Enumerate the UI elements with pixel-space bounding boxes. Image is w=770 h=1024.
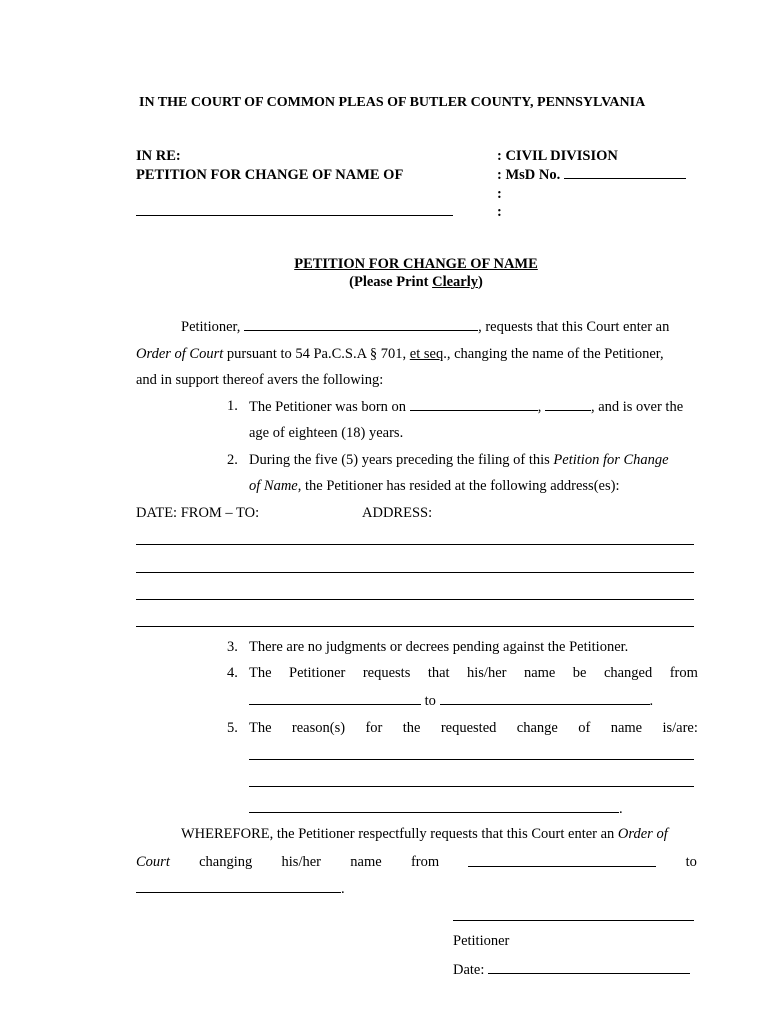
caption-colon-2: : — [497, 204, 502, 220]
msd-number-field[interactable] — [564, 168, 686, 179]
item5-number: 5. — [227, 720, 238, 736]
item4-word: that — [427, 665, 450, 681]
subheading-close: ) — [478, 274, 483, 290]
address-line-1[interactable] — [136, 544, 694, 545]
item4-word: be — [572, 665, 587, 681]
item4-to: to — [424, 693, 436, 709]
item2-line-2 — [249, 478, 619, 495]
intro-pursuant: pursuant to 54 Pa.C.S.A § 701, — [223, 346, 410, 362]
item5-word: the — [402, 720, 421, 736]
wherefore-line-2 — [136, 854, 697, 871]
item1-number: 1. — [227, 398, 238, 414]
wherefore-to: to — [685, 854, 697, 870]
intro-requests: , requests that this Court enter an — [478, 319, 670, 335]
item4-word: requests — [362, 665, 411, 681]
wherefore-to-name-field[interactable] — [136, 880, 341, 893]
item2-number: 2. — [227, 452, 238, 468]
item1-born-on: The Petitioner was born on — [249, 399, 407, 415]
petitioner-name-caption-line[interactable] — [136, 215, 453, 216]
wherefore-order-of: Order of — [617, 826, 668, 842]
item5-word: for — [365, 720, 383, 736]
item4-word: Petitioner — [289, 665, 346, 681]
item5-period: . — [619, 801, 623, 817]
birth-date-field[interactable] — [410, 398, 538, 411]
item5-line-1 — [249, 720, 698, 737]
petitioner-name-field[interactable] — [244, 318, 478, 331]
item2-line-1 — [249, 452, 669, 469]
item5-word: of — [578, 720, 591, 736]
signature-date-label: Date: — [453, 962, 485, 978]
new-name-field[interactable] — [440, 692, 650, 705]
item1-over-the: , and is over the — [590, 399, 684, 415]
signature-date-field[interactable] — [488, 961, 690, 974]
item2-of-name-italic: of Name — [249, 478, 298, 494]
signature-date-row — [453, 961, 690, 979]
wherefore-word: name — [350, 854, 382, 870]
item2-text-b: , the Petitioner has resided at the following address(es): — [297, 478, 620, 494]
item2-text-a: During the five (5) years preceding the filing of this — [249, 452, 554, 468]
caption-msd-label: : MsD No. — [497, 167, 561, 183]
subheading-clearly: Clearly — [432, 274, 478, 290]
caption-colon-1: : — [497, 186, 502, 202]
intro-line-2 — [136, 346, 664, 363]
reason-line-3[interactable] — [249, 800, 619, 813]
caption-civil-division: : CIVIL DIVISION — [497, 148, 618, 164]
caption-in-re: IN RE: — [136, 148, 181, 164]
intro-et-seq: et seq — [409, 346, 444, 362]
address-line-3[interactable] — [136, 599, 694, 600]
petition-heading — [0, 256, 770, 273]
item3-text: There are no judgments or decrees pending against the Petitioner. — [249, 639, 629, 655]
petitioner-signature-line[interactable] — [453, 920, 694, 921]
address-label: ADDRESS: — [362, 505, 433, 521]
item4-period: . — [649, 693, 654, 709]
caption-petition-of: PETITION FOR CHANGE OF NAME OF — [136, 167, 404, 183]
wherefore-word: his/her — [281, 854, 321, 870]
date-from-to-label: DATE: FROM – TO: — [136, 505, 260, 521]
intro-line-1 — [181, 318, 697, 336]
wherefore-line-1 — [181, 826, 668, 843]
intro-changing: ., changing the name of the Petitioner, — [443, 346, 664, 362]
item1-line-1 — [249, 398, 683, 416]
item2-petition-italic: Petition for Change — [553, 452, 669, 468]
item1-comma: , — [537, 399, 542, 415]
item1-age: age of eighteen (18) years. — [249, 425, 404, 441]
item4-line-2 — [249, 692, 653, 710]
item4-line-1 — [249, 665, 698, 682]
reason-line-3-row — [249, 800, 623, 818]
wherefore-text: WHEREFORE, the Petitioner respectfully requests that this Court enter an — [181, 826, 618, 842]
wherefore-word: from — [410, 854, 440, 870]
wherefore-from-name-field[interactable] — [468, 854, 656, 867]
intro-avers: and in support thereof avers the following: — [136, 372, 384, 388]
item5-word: reason(s) — [291, 720, 346, 736]
item4-word: his/her — [467, 665, 507, 681]
item4-word: The — [249, 665, 272, 681]
item5-word: requested — [440, 720, 497, 736]
reason-line-1[interactable] — [249, 759, 694, 760]
item5-word: is/are: — [662, 720, 698, 736]
wherefore-word: changing — [199, 854, 253, 870]
item5-word: name — [610, 720, 643, 736]
item4-number: 4. — [227, 665, 238, 681]
item5-word: change — [516, 720, 558, 736]
subheading-open: (Please Print — [349, 274, 433, 290]
wherefore-court: Court — [136, 854, 170, 870]
item4-word: changed — [603, 665, 653, 681]
current-name-field[interactable] — [249, 692, 421, 705]
petition-title: PETITION FOR CHANGE OF NAME — [294, 256, 538, 272]
address-line-4[interactable] — [136, 626, 694, 627]
caption-msd-no — [497, 167, 686, 184]
intro-order-of-court: Order of Court — [136, 346, 224, 362]
birth-year-field[interactable] — [545, 398, 591, 411]
item3-number: 3. — [227, 639, 238, 655]
reason-line-2[interactable] — [249, 786, 694, 787]
wherefore-period: . — [341, 881, 345, 897]
wherefore-line-3 — [136, 880, 345, 898]
item4-word: name — [523, 665, 556, 681]
intro-petitioner: Petitioner, — [181, 319, 241, 335]
signature-petitioner-label: Petitioner — [453, 933, 510, 949]
address-line-2[interactable] — [136, 572, 694, 573]
item4-word: from — [669, 665, 698, 681]
court-title: IN THE COURT OF COMMON PLEAS OF BUTLER COUNTY, PENNSYLVANIA — [139, 95, 646, 110]
item5-word: The — [249, 720, 272, 736]
petition-subheading — [0, 274, 770, 291]
